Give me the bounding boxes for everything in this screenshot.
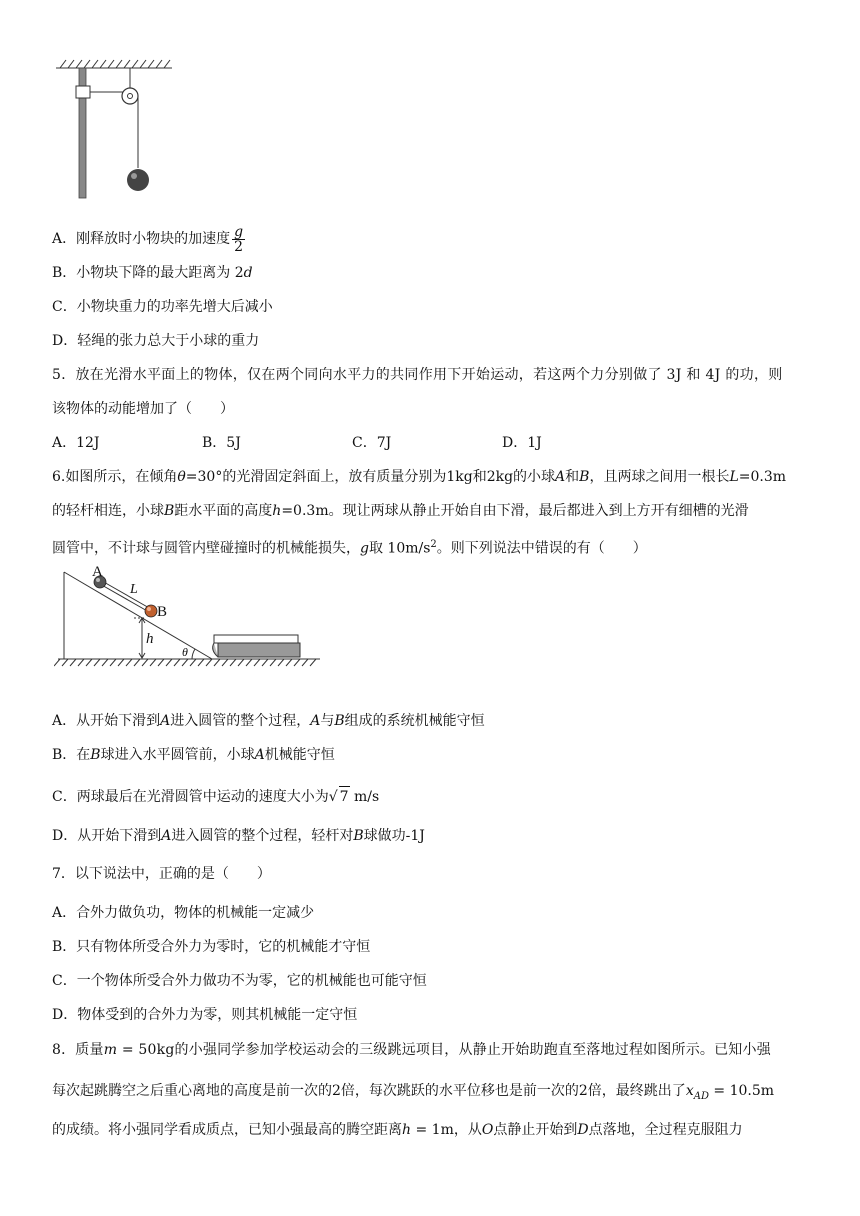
frac-num: g <box>234 223 244 240</box>
var-h: h <box>402 1122 412 1138</box>
q5-option-d: D．1J <box>502 435 542 451</box>
var-b: B <box>90 747 101 763</box>
var-b: B <box>579 469 590 485</box>
unit: m/s <box>354 789 380 805</box>
text: 取 10m/s <box>368 540 431 557</box>
text: 机械能守恒 <box>264 747 335 763</box>
tube-top <box>214 635 298 643</box>
slider-block <box>76 86 90 98</box>
var-d: D <box>577 1122 589 1138</box>
ball <box>127 169 149 191</box>
var-a: A <box>555 469 566 485</box>
ground-hatch <box>54 659 316 666</box>
q4-option-d: D．轻绳的张力总大于小球的重力 <box>52 333 260 349</box>
q4-option-a <box>52 221 247 257</box>
q5-stem-line1: 5．放在光滑水平面上的物体，仅在两个同向水平力的共同作用下开始运动，若这两个力分别做了 3J 和 4J 的功，则 <box>52 367 783 383</box>
text: A．从开始下滑到 <box>52 713 161 729</box>
q6-option-c <box>52 786 379 807</box>
text: 6.如图所示，在倾角 <box>52 469 178 485</box>
q6-stem-line3 <box>52 535 647 559</box>
label-b: B <box>157 604 168 620</box>
text: 距水平面的高度 <box>174 503 273 519</box>
sqrt-radicand: 7 <box>339 786 350 807</box>
q5-option-c: C．7J <box>352 435 392 451</box>
var-o: O <box>481 1122 494 1138</box>
text: 进入圆管的整个过程， <box>170 713 311 729</box>
label-theta: θ <box>182 645 188 659</box>
q4-option-c: C．小物块重力的功率先增大后减小 <box>52 299 273 315</box>
var-b: B <box>334 713 345 729</box>
q5-option-a: A．12J <box>52 435 100 451</box>
var-b: B <box>164 503 175 519</box>
q7-option-a: A．合外力做负功，物体的机械能一定减少 <box>52 905 315 921</box>
q6-option-b <box>52 745 335 765</box>
text: 球做功-1J <box>363 828 425 844</box>
text: C．两球最后在光滑圆管中运动的速度大小为 <box>52 789 329 805</box>
text: 圆管中，不计球与圆管内壁碰撞时的机械能损失， <box>52 540 360 557</box>
q7-option-c: C．一个物体所受合外力做功不为零，它的机械能也可能守恒 <box>52 973 427 989</box>
text: = 50kg <box>117 1042 175 1058</box>
var-a: A <box>160 713 171 729</box>
text: =30°的光滑固定斜面上，放有质量分别为1kg和2kg的小球 <box>185 469 556 485</box>
label-a: A <box>92 564 103 580</box>
text: =0.3m <box>738 469 787 485</box>
incline-figure <box>54 562 324 670</box>
text: 每次起跳腾空之后重心离地的高度是前一次的2倍，每次跳跃的水平位移也是前一次的2倍，最终跳出了 <box>52 1083 686 1099</box>
text: = 10.5m <box>708 1083 775 1099</box>
text: D．从开始下滑到 <box>52 828 162 844</box>
q6-stem-line2 <box>52 501 749 521</box>
q4-option-a-text: A．刚释放时小物块的加速度 <box>52 231 231 247</box>
tube-body <box>218 643 300 657</box>
q5-stem-line2: 该物体的动能增加了（ ） <box>52 401 234 417</box>
var-a: A <box>254 747 265 763</box>
text: 组成的系统机械能守恒 <box>344 713 485 729</box>
q4-option-b <box>52 263 253 283</box>
var-x: x <box>685 1083 694 1099</box>
text: ，从 <box>453 1122 482 1138</box>
q7-option-b: B．只有物体所受合外力为零时，它的机械能才守恒 <box>52 939 371 955</box>
text: B．在 <box>52 747 91 763</box>
subscript: AD <box>693 1090 709 1102</box>
q8-line1 <box>52 1040 771 1060</box>
var-theta: θ <box>177 469 186 485</box>
text: 8．质量 <box>52 1042 104 1058</box>
q7-option-d: D．物体受到的合外力为零，则其机械能一定守恒 <box>52 1007 358 1023</box>
q8-line3 <box>52 1120 743 1140</box>
q8-line2 <box>52 1081 774 1107</box>
label-l: L <box>130 582 138 597</box>
var-h: h <box>272 503 282 519</box>
ball-b <box>145 605 157 617</box>
text: 球进入水平圆管前，小球 <box>100 747 255 763</box>
q5-option-b: B．5J <box>202 435 241 451</box>
text: 进入圆管的整个过程，轻杆对 <box>171 828 354 844</box>
q4-option-b-text: B．小物块下降的最大距离为 2 <box>52 265 244 281</box>
q7-stem: 7．以下说法中，正确的是（ ） <box>52 866 271 882</box>
q6-option-d <box>52 826 425 846</box>
text: 的小强同学参加学校运动会的三级跳远项目，从静止开始助跑直至落地过程如图所示。已知小强 <box>174 1042 771 1058</box>
var-a: A <box>310 713 321 729</box>
pulley-figure <box>54 56 174 201</box>
var-m: m <box>103 1042 118 1058</box>
text: ，且两球之间用一根长 <box>589 469 730 485</box>
text: 点落地，全过程克服阻力 <box>588 1122 743 1138</box>
text: 与 <box>320 713 335 729</box>
var-a: A <box>161 828 172 844</box>
text: 和 <box>565 469 580 485</box>
text: =0.3m。现让两球从静止开始自由下滑，最后都进入到上方开有细槽的光滑 <box>281 503 749 519</box>
var-g: g <box>360 540 369 557</box>
var-d: d <box>243 265 253 281</box>
q6-option-a <box>52 711 485 731</box>
q6-stem-line1 <box>52 467 786 487</box>
text: 。则下列说法中错误的有（ ） <box>436 540 647 557</box>
var-l: L <box>729 469 739 485</box>
label-h: h <box>146 631 154 647</box>
text: 点静止开始到 <box>493 1122 578 1138</box>
var-b: B <box>353 828 364 844</box>
fraction-g-over-2 <box>232 225 245 254</box>
text: 的成绩。将小强同学看成质点，已知小强最高的腾空距离 <box>52 1122 402 1138</box>
incline-slope <box>64 572 212 659</box>
superscript: 2 <box>430 539 437 550</box>
frac-den: 2 <box>234 238 244 255</box>
ceiling-hatch <box>60 60 170 68</box>
text: 的轻杆相连，小球 <box>52 503 164 519</box>
text: = 1m <box>411 1122 454 1138</box>
sqrt-sign: √ <box>328 789 338 805</box>
